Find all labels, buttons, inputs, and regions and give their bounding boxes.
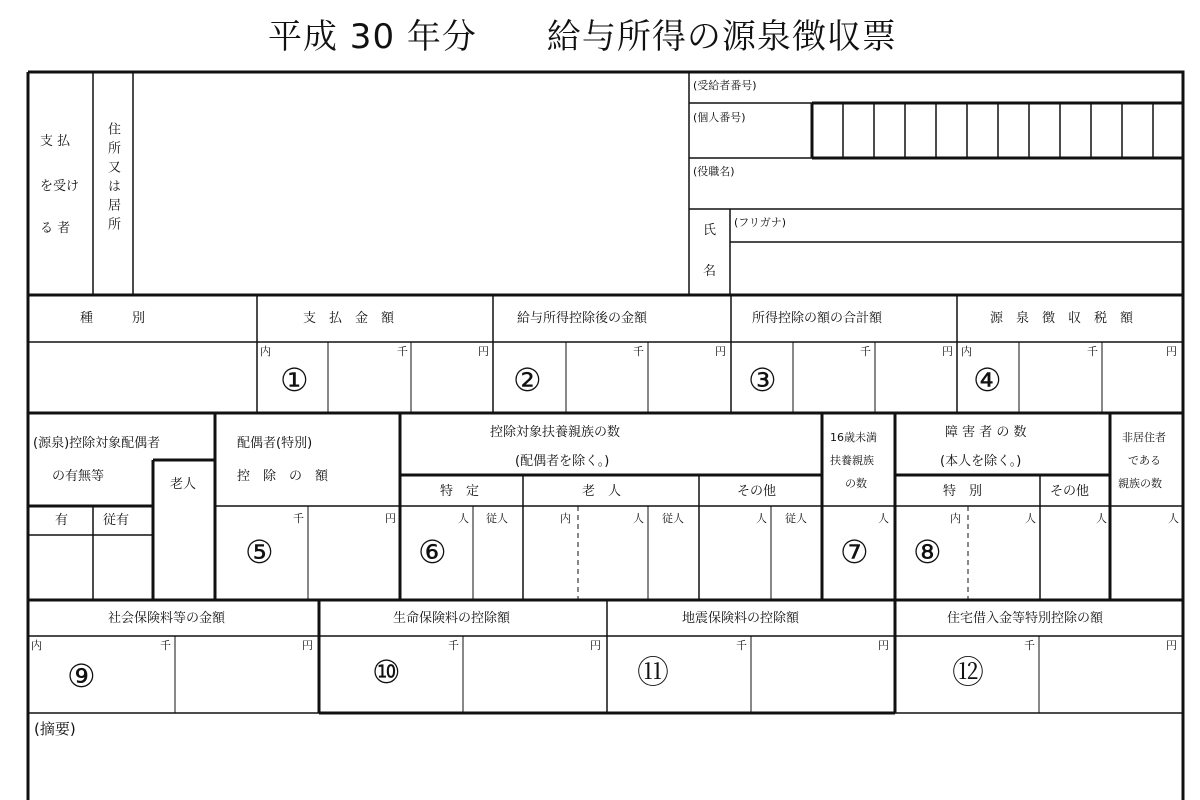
address-label: 住所又は居所 xyxy=(105,122,120,236)
name-label-1: 氏 xyxy=(703,223,717,238)
name-label-2: 名 xyxy=(703,264,717,279)
unit-junin: 従人 xyxy=(662,512,684,525)
unit-uchi: 内 xyxy=(560,512,571,525)
unit-uchi: 内 xyxy=(260,345,271,358)
unit-en: 円 xyxy=(590,639,601,652)
position-label: (役職名) xyxy=(693,165,735,178)
social-insurance-header: 社会保険料等の金額 xyxy=(108,611,226,626)
nonresident-label-3: 親族の数 xyxy=(1118,477,1162,490)
spouse-has-label: 有 xyxy=(55,513,69,528)
circle-11: ⑪ xyxy=(637,653,670,691)
housing-loan-header: 住宅借入金等特別控除の額 xyxy=(947,611,1104,626)
unit-nin: 人 xyxy=(1168,512,1179,525)
unit-sen: 千 xyxy=(160,639,171,652)
elderly-label: 老 人 xyxy=(582,484,622,499)
unit-junin: 従人 xyxy=(486,512,508,525)
others-label: その他 xyxy=(737,484,777,499)
furigana-label: (フリガナ) xyxy=(734,216,787,229)
disabled-header-1: 障 害 者 の 数 xyxy=(945,425,1027,440)
unit-sen: 千 xyxy=(448,639,459,652)
payee-label-line1: 支 払 xyxy=(40,134,71,149)
personal-number-label: (個人番号) xyxy=(693,111,746,124)
circle-3: ③ xyxy=(748,361,777,399)
circle-1: ① xyxy=(280,361,309,399)
unit-en: 円 xyxy=(878,639,889,652)
header-total-deductions: 所得控除の額の合計額 xyxy=(752,311,883,326)
form-title: 平成 30 年分 給与所得の源泉徴収票 xyxy=(268,17,897,57)
life-insurance-header: 生命保険料の控除額 xyxy=(393,611,511,626)
nonresident-label-1: 非居住者 xyxy=(1122,431,1166,444)
unit-sen: 千 xyxy=(736,639,747,652)
unit-nin: 人 xyxy=(1096,512,1107,525)
under16-label-3: の数 xyxy=(845,477,867,490)
header-payment-amount: 支 払 金 額 xyxy=(303,311,395,326)
unit-uchi: 内 xyxy=(31,639,42,652)
spouse-header-2: の有無等 xyxy=(52,469,105,484)
unit-nin: 人 xyxy=(756,512,767,525)
summary-label: (摘要) xyxy=(34,720,76,738)
unit-sen: 千 xyxy=(397,345,408,358)
disabled-others-label: その他 xyxy=(1050,484,1090,499)
recipient-number-label: (受給者番号) xyxy=(693,79,757,92)
earthquake-insurance-header: 地震保険料の控除額 xyxy=(682,611,800,626)
unit-sen: 千 xyxy=(293,512,304,525)
unit-en: 円 xyxy=(478,345,489,358)
unit-sen: 千 xyxy=(633,345,644,358)
unit-en: 円 xyxy=(715,345,726,358)
unit-uchi: 内 xyxy=(961,345,972,358)
unit-nin: 人 xyxy=(878,512,889,525)
spouse-elderly-label: 老人 xyxy=(170,477,197,492)
circle-6: ⑥ xyxy=(418,533,447,571)
spouse-dependent-label: 従有 xyxy=(103,513,130,528)
payee-label-line2: を受け xyxy=(40,179,80,194)
circle-12: ⑫ xyxy=(952,653,985,691)
unit-junin: 従人 xyxy=(785,512,807,525)
circle-2: ② xyxy=(513,361,542,399)
header-type: 種 別 xyxy=(80,311,146,326)
spouse-header-1: (源泉)控除対象配偶者 xyxy=(33,436,161,451)
dependents-header-1: 控除対象扶養親族の数 xyxy=(490,425,621,440)
disabled-special-label: 特 別 xyxy=(943,484,983,499)
unit-nin: 人 xyxy=(633,512,644,525)
unit-sen: 千 xyxy=(860,345,871,358)
under16-label-1: 16歳未満 xyxy=(830,431,877,444)
specific-label: 特 定 xyxy=(440,484,480,499)
unit-en: 円 xyxy=(942,345,953,358)
spouse-deduction-header-1: 配偶者(特別) xyxy=(237,436,313,451)
under16-label-2: 扶養親族 xyxy=(830,454,874,467)
unit-en: 円 xyxy=(302,639,313,652)
unit-sen: 千 xyxy=(1024,639,1035,652)
unit-nin: 人 xyxy=(458,512,469,525)
unit-en: 円 xyxy=(1166,639,1177,652)
unit-en: 円 xyxy=(385,512,396,525)
unit-nin: 人 xyxy=(1025,512,1036,525)
circle-5: ⑤ xyxy=(245,533,274,571)
dependents-header-2: (配偶者を除く。) xyxy=(515,454,610,469)
circle-7: ⑦ xyxy=(840,533,869,571)
unit-sen: 千 xyxy=(1087,345,1098,358)
circle-8: ⑧ xyxy=(913,533,942,571)
unit-uchi: 内 xyxy=(950,512,961,525)
header-post-deduction-amount: 給与所得控除後の金額 xyxy=(517,311,648,326)
circle-4: ④ xyxy=(973,361,1002,399)
header-withholding-tax: 源 泉 徴 収 税 額 xyxy=(990,311,1134,326)
circle-10: ⑩ xyxy=(372,653,401,691)
unit-en: 円 xyxy=(1166,345,1177,358)
spouse-deduction-header-2: 控 除 の 額 xyxy=(237,469,329,484)
nonresident-label-2: である xyxy=(1128,454,1161,467)
payee-label-line3: る 者 xyxy=(40,221,71,236)
circle-9: ⑨ xyxy=(67,657,96,695)
disabled-header-2: (本人を除く。) xyxy=(940,454,1022,469)
